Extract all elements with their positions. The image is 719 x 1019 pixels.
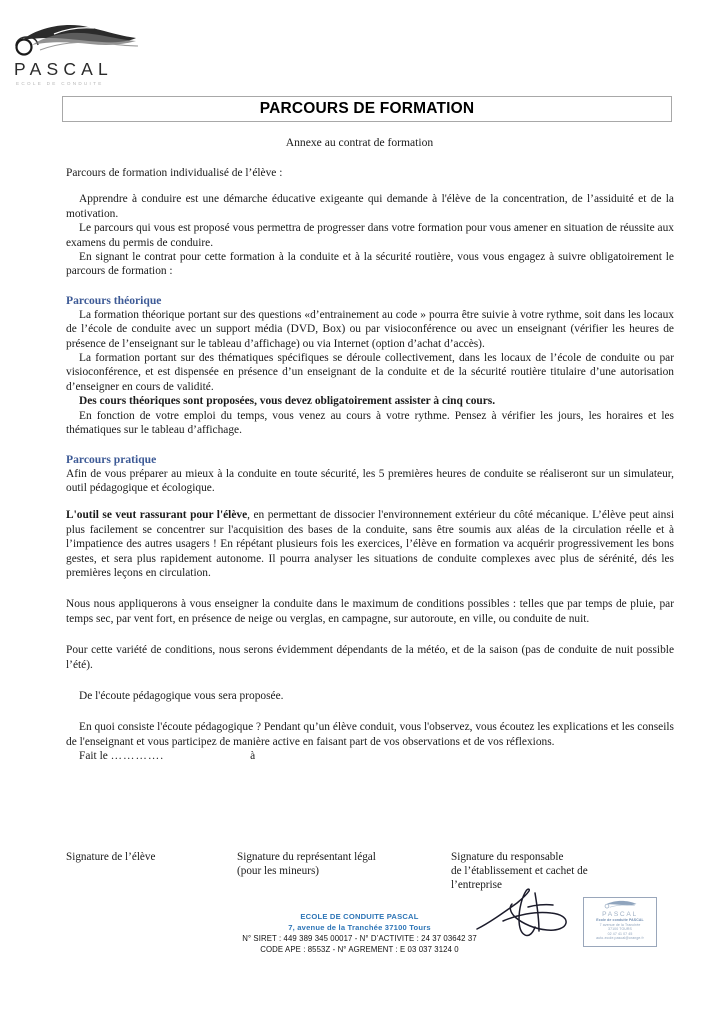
- logo-tagline: ECOLE DE CONDUITE: [16, 81, 104, 86]
- stamp-line-1: Ecole de conduite PASCAL: [596, 918, 644, 922]
- signature-label-responsable-line1: Signature du responsable: [451, 851, 564, 863]
- document-subtitle: Annexe au contrat de formation: [285, 136, 434, 149]
- signature-label-legal-line2: (pour les mineurs): [237, 865, 320, 877]
- stamp-line-5: auto-ecole.pascal@orange.fr: [596, 936, 644, 941]
- signature-label-eleve: Signature de l’élève: [66, 851, 156, 863]
- signature-label-responsable-line2: de l’établissement et cachet de: [451, 865, 588, 877]
- intro-paragraph-2: Le parcours qui vous est proposé vous permettra de progresser dans votre formation pour vous amener en situation de réussite aux examens du permis de conduire.: [66, 222, 674, 249]
- company-logo: [10, 24, 160, 86]
- fait-le-dots: ………….: [110, 750, 165, 763]
- signature-block-legal: [237, 850, 376, 878]
- pratique-paragraph-2: [66, 508, 674, 580]
- theorique-paragraph-4: En fonction de votre emploi du temps, vous venez au cours à votre rythme. Pensez à vérifier les jours, les horaires et les thématiques sur le tableau d’affichage.: [66, 409, 674, 437]
- pratique-paragraph-2-rest: , en permettant de dissocier l'environnement extérieur du côté mécanique. L’élève peut ainsi plus facilement se concentrer sur l'acquisition des bases de la conduite, sans être soumis aux aléas de la circulation réelle et à l’impatience des autres usagers ! En répétant plusieurs fois les exercices, l’élève en formation va acquérir progressivement les bons gestes, et sera plus rapidement autonome. Il pourra analyser les situations de conduite complexes avec plus de sérénité, dés les premières leçons en circulation.: [66, 509, 674, 579]
- signature-label-responsable-line3: l’entreprise: [451, 879, 502, 891]
- section-heading-theorique: Parcours théorique: [66, 293, 162, 307]
- stamp-line-4: 02 47 41 07 45: [607, 931, 633, 936]
- theorique-paragraph-1: La formation théorique portant sur des questions «d’entrainement au code » pourra être suivie à votre rythme, soit dans les locaux de l’école de conduite avec un support média (DVD, Box) ou par visioconférence ou avec un enseignant (vérifier les heures de présence de l’enseignant sur le tableau d’affichage) ou via Internet (option d’achat d’accès).: [66, 308, 674, 350]
- pratique-bold-lead: L'outil se veut rassurant pour l'élève: [66, 509, 248, 522]
- stamp-wordmark: PASCAL: [602, 911, 638, 918]
- fait-le-line: [66, 749, 674, 764]
- logo-wordmark: PASCAL: [14, 59, 113, 79]
- theorique-bold-text: Des cours théoriques sont proposées, vous devez obligatoirement assister à cinq cours.: [79, 395, 496, 408]
- theorique-paragraph-3-bold: [66, 394, 674, 408]
- intro-lead: Parcours de formation individualisé de l’élève :: [66, 167, 283, 179]
- pratique-paragraph-3: Nous nous appliquerons à vous enseigner la conduite dans le maximum de conditions possibles : telles que par temps de pluie, par temps sec, par vent fort, en présence de neige ou verglas, en campagne, sur autoroute, en ville, ou conduite de nuit.: [66, 598, 674, 625]
- signature-label-legal-line1: Signature du représentant légal: [237, 851, 376, 863]
- page-title: PARCOURS DE FORMATION: [259, 100, 475, 117]
- stamp-line-3: 37100 TOURS: [608, 927, 632, 932]
- footer-address: 7, avenue de la Tranchée 37100 Tours: [288, 922, 431, 932]
- fait-le-at: à: [250, 750, 256, 763]
- footer-siret: N° SIRET : 449 389 345 00017 - N° D’ACTIVITE : 24 37 03642 37: [242, 934, 477, 943]
- theorique-paragraph-2: La formation portant sur des thématiques spécifiques se déroule collectivement, dans les locaux de l’école de conduite ou par visioconférence, et est dispensée en présence d’un enseignant de la conduite et de la sécurité routière titulaire d’une autorisation d’enseigner en cours de validité.: [66, 352, 674, 393]
- signature-block-eleve: [66, 850, 155, 864]
- pratique-paragraph-1: Afin de vous préparer au mieux à la conduite en toute sécurité, les 5 premières heures de conduite se réaliseront sur un simulateur, outil pédagogique et écologique.: [66, 467, 674, 494]
- page-footer: [0, 912, 719, 955]
- section-heading-pratique: Parcours pratique: [66, 452, 157, 466]
- intro-paragraph-3: En signant le contrat pour cette formation à la conduite et à la sécurité routière, vous vous engagez à suivre obligatoirement le parcours de formation :: [66, 251, 674, 278]
- footer-company-name: ECOLE DE CONDUITE PASCAL: [300, 912, 419, 921]
- pratique-paragraph-5: De l'écoute pédagogique vous sera proposée.: [79, 689, 284, 702]
- document-body: [66, 166, 674, 764]
- fait-le-label: Fait le: [79, 750, 108, 763]
- pratique-paragraph-6: En quoi consiste l'écoute pédagogique ? Pendant qu’un élève conduit, vous l'observez, vous écoutez les explications et les conseils de l'enseignant et vous participez de manière active en faisant part de vos observations et de vos réflexions.: [66, 721, 674, 748]
- car-silhouette-icon: [10, 24, 142, 58]
- stamp-line-2: 7 avenue de la Tranchée: [599, 922, 641, 927]
- pratique-paragraph-4: Pour cette variété de conditions, nous serons évidemment dépendants de la météo, et de la saison (pas de conduite de nuit possible l’été).: [66, 644, 674, 671]
- footer-ape: CODE APE : 8553Z - N° AGREMENT : E 03 037 3124 0: [260, 945, 459, 954]
- document-title-box: [62, 96, 672, 122]
- intro-paragraph-1: Apprendre à conduire est une démarche éducative exigeante qui demande à l'élève de la concentration, de l’assiduité et de la motivation.: [66, 193, 674, 220]
- stamp-car-icon: [603, 900, 637, 910]
